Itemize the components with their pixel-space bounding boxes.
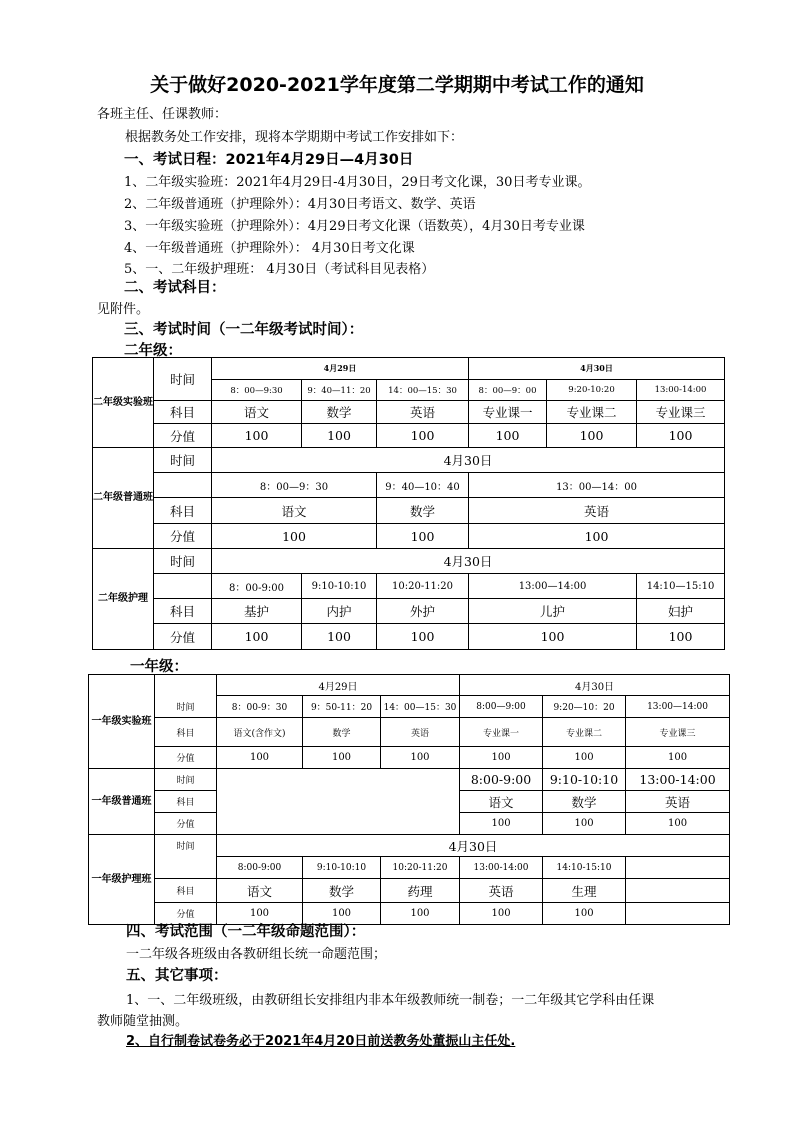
class-name: 二年级护理: [98, 593, 148, 604]
subject-cell: 专业课三: [626, 718, 730, 747]
score-cell: 100: [217, 903, 303, 925]
score-cell: 100: [626, 747, 730, 769]
score-label: 分值: [154, 424, 212, 448]
grade-2-label: 二年级：: [124, 343, 182, 359]
subject-label: 科目: [155, 879, 217, 903]
time-slot: 9:20—10：20: [543, 696, 626, 718]
time-label: 时间: [154, 549, 212, 574]
subject-cell: 内护: [302, 599, 377, 624]
grade-2-schedule-table: [92, 357, 725, 650]
table-row: [89, 835, 730, 857]
table-row: [89, 857, 730, 879]
class-name-cell: [93, 549, 154, 650]
subject-cell: 药理: [381, 879, 460, 903]
table-row: [89, 747, 730, 769]
score-cell: 100: [212, 524, 377, 549]
score-label: 分值: [155, 903, 217, 925]
subject-cell: 妇护: [637, 599, 725, 624]
time-slot: 8：00-9:00: [212, 574, 302, 599]
schedule-item-2: 2、二年级普通班（护理除外）：4月30日考语文、数学、英语: [124, 197, 476, 212]
subject-cell: 语文: [212, 498, 377, 524]
class-name-cell: [89, 835, 155, 925]
subject-cell: 英语: [626, 791, 730, 813]
schedule-item-4: 4、一年级普通班（护理除外）： 4月30日考文化课: [124, 241, 415, 256]
table-row: [93, 498, 725, 524]
class-name: 二年级实验班: [93, 396, 153, 408]
subject-cell: 数学: [543, 791, 626, 813]
time-slot: 9:10-10:10: [303, 857, 381, 879]
document-title: 关于做好2020-2021学年度第二学期期中考试工作的通知: [150, 74, 644, 96]
subject-cell: 数学: [302, 401, 377, 424]
subject-label: 科目: [154, 498, 212, 524]
time-slot: 8：00-9：30: [217, 696, 303, 718]
date-header: 4月30日: [212, 448, 725, 473]
table-row: [93, 549, 725, 574]
subject-cell: 语文: [460, 791, 543, 813]
date-header: 4月29日: [217, 675, 460, 696]
score-cell: 100: [302, 624, 377, 650]
time-slot: 9:10-10:10: [543, 769, 626, 791]
class-name: 二年级普通班: [93, 492, 153, 503]
salutation: 各班主任、任课教师：: [97, 107, 228, 122]
table-row: [93, 574, 725, 599]
subject-cell: 英语: [469, 498, 725, 524]
class-name-cell: [89, 675, 155, 769]
subject-cell: 语文: [212, 401, 302, 424]
score-cell: 100: [212, 624, 302, 650]
schedule-item-5: 5、一、二年级护理班： 4月30日（考试科目见表格）: [124, 262, 435, 277]
time-slot: 8：00—9：00: [469, 380, 547, 401]
time-slot: 13:00—14:00: [626, 696, 730, 718]
class-name-cell: [93, 358, 154, 448]
table-row: [93, 448, 725, 473]
time-slot: 9:20-10:20: [547, 380, 637, 401]
table-row: [89, 718, 730, 747]
score-cell: 100: [377, 424, 469, 448]
class-name: 一年级护理班: [91, 873, 152, 885]
table-row: [89, 696, 730, 718]
schedule-item-3: 3、一年级实验班（护理除外）：4月29日考文化课（语数英），4月30日考专业课: [124, 219, 585, 234]
time-label: 时间: [155, 696, 217, 718]
subject-cell: 英语: [460, 879, 543, 903]
note-item-1-cont: 教师随堂抽测。: [97, 1014, 189, 1029]
subject-cell: 儿护: [469, 599, 637, 624]
time-slot: 8：00—9：30: [212, 473, 377, 498]
time-label: 时间: [154, 358, 212, 401]
subject-label: 科目: [155, 718, 217, 747]
section-3-heading: 三、考试时间（一二年级考试时间）：: [124, 322, 364, 338]
time-slot: 14：00—15：30: [377, 380, 469, 401]
table-row: [93, 624, 725, 650]
time-slot: 10:20-11:20: [377, 574, 469, 599]
section-2-heading: 二、考试科目：: [124, 280, 226, 296]
time-slot: 9:10-10:10: [302, 574, 377, 599]
note-item-1: 1、一、二年级班级，由教研组长安排组内非本年级教师统一制卷；一二年级其它学科由任课: [126, 993, 655, 1008]
time-slot: 10:20-11:20: [381, 857, 460, 879]
time-slot: 8:00—9:00: [460, 696, 543, 718]
time-slot: 8:00-9:00: [217, 857, 303, 879]
empty-block: [217, 769, 460, 835]
score-cell: 100: [303, 747, 381, 769]
score-cell: 100: [381, 747, 460, 769]
date-header: 4月30日: [212, 549, 725, 574]
score-cell: 100: [217, 747, 303, 769]
section-5-heading: 五、其它事项：: [126, 968, 228, 984]
time-label: 时间: [155, 769, 217, 791]
subject-cell: 数学: [303, 718, 381, 747]
section-2-text: 见附件。: [97, 302, 150, 317]
score-label: 分值: [155, 813, 217, 835]
subject-cell: 外护: [377, 599, 469, 624]
table-row: [93, 524, 725, 549]
subject-cell: 英语: [377, 401, 469, 424]
score-cell: 100: [469, 424, 547, 448]
time-slot: 14:10—15:10: [637, 574, 725, 599]
subject-label: 科目: [155, 791, 217, 813]
score-cell: 100: [637, 424, 725, 448]
score-cell: 100: [547, 424, 637, 448]
time-slot: 9：50-11：20: [303, 696, 381, 718]
score-cell: 100: [543, 813, 626, 835]
score-cell: 100: [377, 624, 469, 650]
section-4-heading: 四、考试范围（一二年级命题范围）：: [126, 924, 366, 940]
note-item-2: 2、自行制卷试卷务必于2021年4月20日前送教务处董振山主任处.: [126, 1034, 516, 1049]
table-row: [93, 599, 725, 624]
class-name-cell: [93, 448, 154, 549]
score-label: 分值: [154, 524, 212, 549]
subject-cell: 数学: [303, 879, 381, 903]
score-cell: 100: [626, 813, 730, 835]
date-header: 4月30日: [460, 675, 730, 696]
time-slot: 14:10-15:10: [543, 857, 626, 879]
subject-cell: 语文(含作文): [217, 718, 303, 747]
table-row: [93, 401, 725, 424]
time-label: 时间: [155, 835, 217, 857]
section-4-text: 一二年级各班级由各教研组长统一命题范围；: [126, 947, 387, 962]
score-cell: 100: [637, 624, 725, 650]
subject-cell: 基护: [212, 599, 302, 624]
subject-label: 科目: [154, 401, 212, 424]
grade-1-schedule-table: [88, 674, 730, 925]
score-cell: 100: [303, 903, 381, 925]
score-cell: 100: [460, 903, 543, 925]
score-cell: 100: [543, 903, 626, 925]
score-cell: 100: [543, 747, 626, 769]
subject-cell: 数学: [377, 498, 469, 524]
time-slot: 14：00—15：30: [381, 696, 460, 718]
score-cell: 100: [381, 903, 460, 925]
table-row: [89, 769, 730, 791]
table-row: [89, 675, 730, 696]
class-name: 一年级普通班: [91, 795, 152, 807]
time-slot: 13:00—14:00: [469, 574, 637, 599]
subject-cell: 专业课一: [469, 401, 547, 424]
section-1-heading: 一、考试日程：2021年4月29日—4月30日: [124, 152, 414, 168]
schedule-item-1: 1、二年级实验班：2021年4月29日-4月30日，29日考文化课，30日考专业课。: [124, 175, 591, 190]
score-label: 分值: [154, 624, 212, 650]
table-row: [89, 879, 730, 903]
subject-cell: 专业课三: [637, 401, 725, 424]
class-name-cell: [89, 769, 155, 835]
score-cell: 100: [212, 424, 302, 448]
subject-cell: 专业课二: [547, 401, 637, 424]
score-cell: 100: [469, 624, 637, 650]
time-slot: 9：40—11：20: [302, 380, 377, 401]
score-cell: 100: [469, 524, 725, 549]
score-cell: 100: [302, 424, 377, 448]
time-slot: 13:00-14:00: [626, 769, 730, 791]
subject-cell: 专业课二: [543, 718, 626, 747]
time-slot: 8：00—9:30: [212, 380, 302, 401]
score-label: 分值: [155, 747, 217, 769]
date-header: 4月29日: [212, 358, 469, 380]
grade-1-label: 一年级：: [130, 659, 188, 675]
date-header: 4月30日: [469, 358, 725, 380]
subject-cell: 英语: [381, 718, 460, 747]
score-cell: 100: [460, 813, 543, 835]
table-row: [93, 473, 725, 498]
time-label: 时间: [154, 448, 212, 473]
time-slot: 13:00-14:00: [460, 857, 543, 879]
score-cell: 100: [460, 747, 543, 769]
subject-cell: 生理: [543, 879, 626, 903]
table-row: [93, 424, 725, 448]
date-header: 4月30日: [217, 835, 730, 857]
score-cell: 100: [377, 524, 469, 549]
subject-cell: 专业课一: [460, 718, 543, 747]
subject-cell: 语文: [217, 879, 303, 903]
table-row: [93, 358, 725, 380]
class-name: 一年级实验班: [91, 715, 152, 727]
time-slot: 13:00-14:00: [637, 380, 725, 401]
intro-text: 根据教务处工作安排，现将本学期期中考试工作安排如下：: [125, 130, 464, 145]
time-slot: 9：40—10：40: [377, 473, 469, 498]
time-slot: 13：00—14：00: [469, 473, 725, 498]
subject-label: 科目: [154, 599, 212, 624]
time-slot: 8:00-9:00: [460, 769, 543, 791]
